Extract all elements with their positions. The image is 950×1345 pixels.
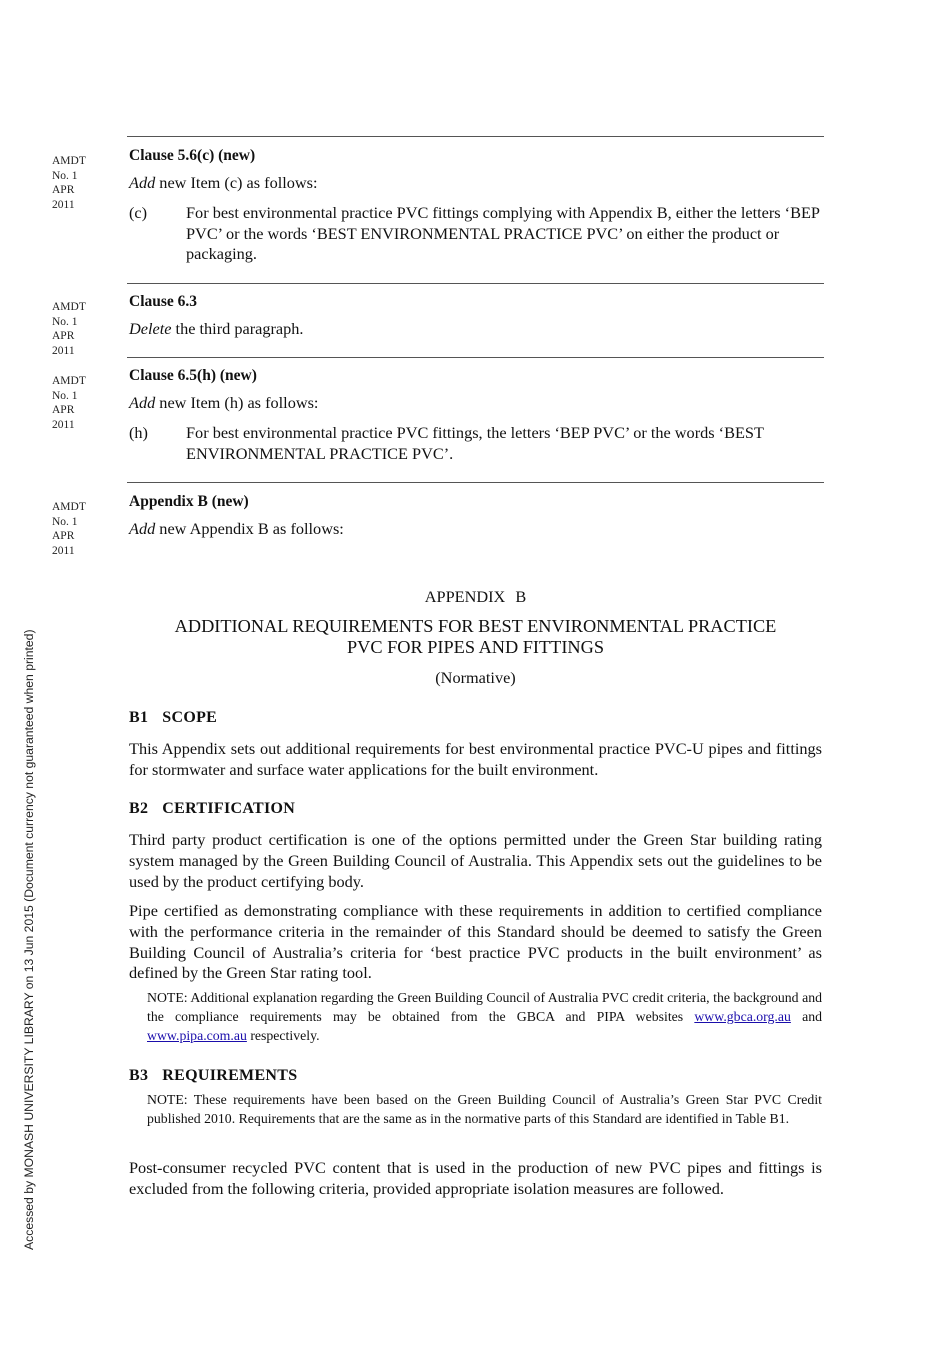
divider-rule (127, 357, 824, 358)
appendix-normative: (Normative) (435, 668, 516, 687)
item-label: (c) (129, 203, 148, 222)
note: NOTE: Additional explanation regarding the Green Building Council of Australia PVC credit criteria, the background and the compliance requirements may be obtained from the GBCA and PIPA websites www.gbca.org.au and www.pipa.com.au respectively. (147, 990, 822, 1044)
clause-heading: Clause 5.6(c) (new) (129, 147, 256, 164)
item-text: For best environmental practice PVC fittings complying with Appendix B, either the letters ‘BEP PVC’ or the words ‘BEST ENVIRONMENTAL PRACTICE PVC’ on either the product or packaging. (186, 203, 820, 263)
paragraph: Pipe certified as demonstrating compliance with these requirements in addition to certified compliance with the performance criteria in the remainder of this Standard should be deemed to satisfy the Green Building Council of Australia’s criteria for ‘best practice PVC products in the built environment’ as defined by the Green Star rating tool. (129, 901, 822, 983)
appendix-label: APPENDIX B (424, 587, 527, 606)
divider-rule (127, 482, 824, 483)
clause-heading: Clause 6.5(h) (new) (129, 367, 257, 384)
amendment-mark: AMDT No. 1 APR 2011 (52, 501, 86, 557)
side-access-notice: Accessed by MONASH UNIVERSITY LIBRARY on 13 Jun 2015 (Document currency not guaranteed when printed) (22, 629, 36, 1250)
clause-heading: Clause 6.3 (129, 293, 198, 310)
amendment-instruction: Add new Item (h) as follows: (129, 393, 319, 412)
amendment-instruction: Delete the third paragraph. (129, 319, 304, 338)
amendment-instruction: Add new Item (c) as follows: (129, 173, 318, 192)
amendment-mark: AMDT No. 1 APR 2011 (52, 155, 86, 211)
gbca-link[interactable]: www.gbca.org.au (694, 1009, 791, 1025)
section-heading-b1: B1 SCOPE (129, 709, 218, 726)
appendix-title: ADDITIONAL REQUIREMENTS FOR BEST ENVIRONMENTAL PRACTICE PVC FOR PIPES AND FITTINGS (174, 616, 777, 657)
section-heading-b2: B2 CERTIFICATION (129, 800, 296, 817)
section-heading-b3: B3 REQUIREMENTS (129, 1067, 298, 1084)
pipa-link[interactable]: www.pipa.com.au (147, 1028, 247, 1044)
note: NOTE: These requirements have been based on the Green Building Council of Australia’s Green Star PVC Credit published 2010. Requirements that are the same as in the normative parts of this Standard are identified in Table B1. (147, 1092, 822, 1127)
paragraph: Third party product certification is one of the options permitted under the Green Star building rating system managed by the Green Building Council of Australia. This Appendix sets out the guidelines to be used by the product certifying body. (129, 830, 822, 891)
amendment-mark: AMDT No. 1 APR 2011 (52, 301, 86, 357)
amendment-mark: AMDT No. 1 APR 2011 (52, 375, 86, 431)
paragraph: This Appendix sets out additional requirements for best environmental practice PVC-U pipes and fittings for stormwater and surface water applications for the built environment. (129, 739, 822, 779)
item-text: For best environmental practice PVC fittings, the letters ‘BEP PVC’ or the words ‘BEST ENVIRONMENTAL PRACTICE PVC’. (186, 423, 764, 463)
paragraph: Post-consumer recycled PVC content that is used in the production of new PVC pipes and fittings is excluded from the following criteria, provided appropriate isolation measures are followed. (129, 1158, 822, 1198)
item-label: (h) (129, 423, 148, 442)
divider-rule (127, 136, 824, 137)
divider-rule (127, 283, 824, 284)
amendment-instruction: Add new Appendix B as follows: (129, 519, 344, 538)
clause-heading: Appendix B (new) (129, 493, 249, 510)
